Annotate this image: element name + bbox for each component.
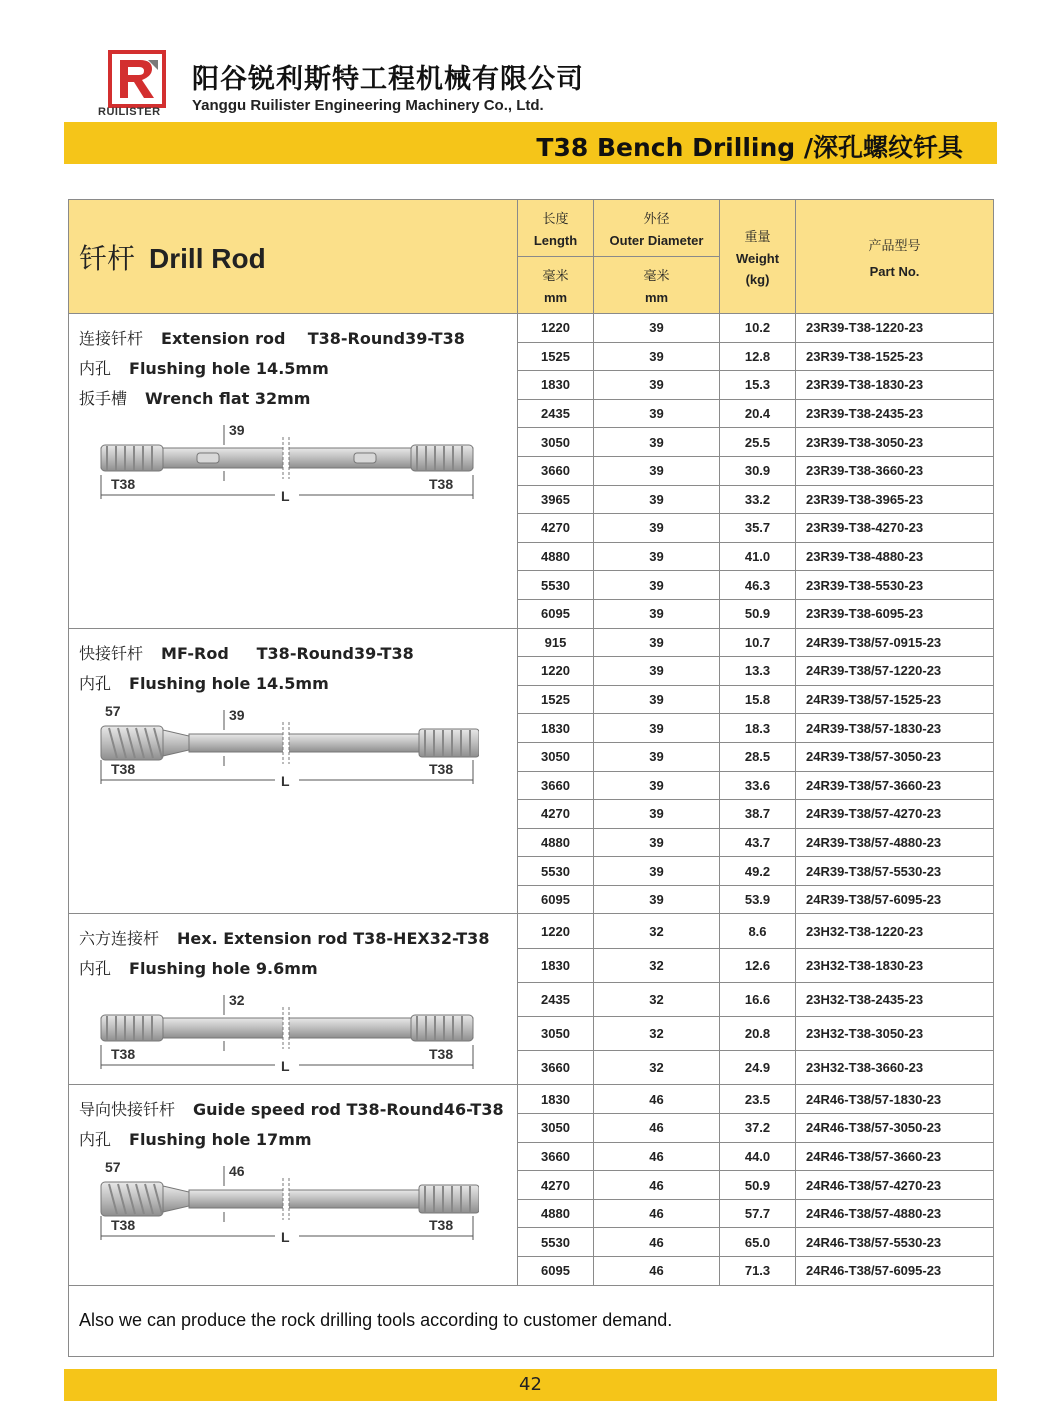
rod-description	[69, 914, 518, 1085]
right-thread-label: T38	[429, 1217, 454, 1234]
diameter-label: 32	[229, 992, 245, 1009]
description-en: Wrench flat 32mm	[145, 389, 311, 408]
part-number-cell: 23R39-T38-6095-23	[796, 599, 994, 628]
weight-cell: 12.8	[720, 342, 796, 371]
length-unit-header	[518, 257, 594, 314]
diameter-cell: 39	[594, 342, 720, 371]
diameter-label: 39	[229, 706, 245, 723]
rod-description	[69, 1085, 518, 1285]
rod-diagram	[79, 989, 479, 1084]
length-label: L	[281, 772, 290, 789]
part-number-cell: 23R39-T38-3660-23	[796, 456, 994, 485]
part-number-cell: 24R39-T38/57-4880-23	[796, 828, 994, 857]
description-cn: 内孔	[79, 359, 112, 378]
weight-header	[720, 200, 796, 314]
diameter-cell: 39	[594, 428, 720, 457]
diameter-cell: 39	[594, 685, 720, 714]
od-unit-header	[594, 257, 720, 314]
length-cell: 1220	[518, 914, 594, 948]
length-cell: 6095	[518, 885, 594, 914]
logo-text: RUILISTER	[98, 106, 161, 118]
part-number-cell: 24R39-T38/57-1220-23	[796, 657, 994, 686]
weight-cell: 57.7	[720, 1199, 796, 1228]
length-cell: 4880	[518, 828, 594, 857]
part-header-en: Part No.	[869, 263, 920, 279]
description-line	[79, 1097, 507, 1120]
weight-cell: 41.0	[720, 542, 796, 571]
left-thread-label: T38	[111, 1046, 136, 1063]
right-thread-label: T38	[429, 760, 454, 777]
part-number-cell: 24R39-T38/57-4270-23	[796, 800, 994, 829]
part-number-cell: 23R39-T38-2435-23	[796, 399, 994, 428]
description-en: Flushing hole 9.6mm	[129, 959, 318, 979]
part-number-cell: 24R39-T38/57-0915-23	[796, 628, 994, 657]
weight-cell: 50.9	[720, 1171, 796, 1200]
sleeve-diameter-label: 57	[105, 1160, 121, 1176]
description-en: Flushing hole 17mm	[129, 1130, 312, 1150]
length-cell: 3050	[518, 1114, 594, 1143]
table-row	[69, 628, 994, 657]
part-number-cell: 23R39-T38-1830-23	[796, 371, 994, 400]
length-cell: 3660	[518, 1142, 594, 1171]
od-header-en: Outer Diameter	[609, 233, 704, 248]
weight-cell: 10.2	[720, 314, 796, 343]
diameter-cell: 39	[594, 514, 720, 543]
part-number-cell: 24R39-T38/57-5530-23	[796, 857, 994, 886]
length-cell: 3050	[518, 742, 594, 771]
length-unit-cn: 毫米	[542, 269, 569, 284]
left-thread-label: T38	[111, 760, 136, 777]
company-name-en: Yanggu Ruilister Engineering Machinery Co., Ltd.	[192, 97, 544, 114]
part-number-cell: 23H32-T38-2435-23	[796, 982, 994, 1016]
part-number-cell: 23R39-T38-1525-23	[796, 342, 994, 371]
diameter-cell: 46	[594, 1199, 720, 1228]
description-line	[79, 386, 507, 409]
description-cn: 六方连接杆	[79, 929, 160, 949]
table-row	[69, 314, 994, 343]
weight-cell: 10.7	[720, 628, 796, 657]
diameter-cell: 39	[594, 399, 720, 428]
description-cn: 内孔	[79, 673, 112, 693]
length-cell: 915	[518, 628, 594, 657]
weight-cell: 33.6	[720, 771, 796, 800]
part-number-cell: 23H32-T38-1830-23	[796, 948, 994, 982]
part-number-cell: 23R39-T38-3050-23	[796, 428, 994, 457]
company-logo	[108, 50, 166, 108]
length-cell: 5530	[518, 1228, 594, 1257]
table-title-en: Drill Rod	[149, 242, 266, 274]
description-cn: 内孔	[79, 1130, 112, 1150]
weight-cell: 16.6	[720, 982, 796, 1016]
description-cn: 扳手槽	[79, 389, 128, 408]
diameter-cell: 39	[594, 599, 720, 628]
part-number-cell: 24R46-T38/57-4880-23	[796, 1199, 994, 1228]
weight-header-cn: 重量	[744, 230, 771, 245]
part-number-cell: 24R46-T38/57-4270-23	[796, 1171, 994, 1200]
diameter-cell: 32	[594, 948, 720, 982]
length-unit: mm	[543, 290, 568, 305]
drill-rod-table	[68, 199, 994, 1357]
rod-diagram	[79, 1160, 479, 1255]
note-row	[69, 1285, 994, 1356]
table-row	[69, 1085, 994, 1114]
left-thread-label: T38	[111, 1217, 136, 1234]
diameter-cell: 46	[594, 1171, 720, 1200]
diameter-label: 46	[229, 1163, 245, 1180]
length-cell: 3660	[518, 456, 594, 485]
weight-header-en: Weight	[735, 251, 780, 266]
diameter-cell: 39	[594, 828, 720, 857]
length-header-cn: 长度	[542, 212, 569, 227]
diameter-cell: 39	[594, 371, 720, 400]
weight-cell: 30.9	[720, 456, 796, 485]
length-cell: 1525	[518, 685, 594, 714]
weight-cell: 44.0	[720, 1142, 796, 1171]
part-number-cell: 23H32-T38-3660-23	[796, 1051, 994, 1085]
table-row	[69, 914, 994, 948]
diameter-cell: 39	[594, 542, 720, 571]
description-line	[79, 956, 507, 979]
diameter-cell: 39	[594, 800, 720, 829]
weight-cell: 35.7	[720, 514, 796, 543]
description-line	[79, 641, 507, 664]
section-title-bar	[64, 122, 997, 164]
length-cell: 1220	[518, 657, 594, 686]
part-number-cell: 24R39-T38/57-1525-23	[796, 685, 994, 714]
diameter-cell: 46	[594, 1142, 720, 1171]
length-cell: 2435	[518, 399, 594, 428]
part-number-cell: 24R46-T38/57-5530-23	[796, 1228, 994, 1257]
description-en: Flushing hole 14.5mm	[129, 359, 329, 378]
diameter-cell: 39	[594, 857, 720, 886]
diameter-label: 39	[229, 422, 245, 438]
description-en: Hex. Extension rod T38-HEX32-T38	[177, 929, 490, 949]
length-cell: 4270	[518, 800, 594, 829]
weight-cell: 15.3	[720, 371, 796, 400]
diameter-cell: 32	[594, 1017, 720, 1051]
length-cell: 6095	[518, 1257, 594, 1286]
length-cell: 1830	[518, 371, 594, 400]
weight-cell: 8.6	[720, 914, 796, 948]
description-cn: 导向快接钎杆	[79, 1100, 176, 1120]
length-cell: 3660	[518, 1051, 594, 1085]
part-number-cell: 24R39-T38/57-3660-23	[796, 771, 994, 800]
diameter-cell: 39	[594, 628, 720, 657]
description-line	[79, 926, 507, 949]
diameter-cell: 46	[594, 1228, 720, 1257]
length-cell: 1830	[518, 948, 594, 982]
description-en: Flushing hole 14.5mm	[129, 673, 329, 693]
length-label: L	[281, 1229, 290, 1246]
weight-cell: 20.8	[720, 1017, 796, 1051]
diameter-cell: 32	[594, 1051, 720, 1085]
od-unit: mm	[644, 290, 669, 305]
part-header	[796, 200, 994, 314]
weight-cell: 43.7	[720, 828, 796, 857]
description-en: Extension rod T38-Round39-T38	[161, 329, 465, 348]
length-label: L	[281, 488, 290, 504]
diameter-cell: 32	[594, 982, 720, 1016]
part-number-cell: 23R39-T38-4270-23	[796, 514, 994, 543]
od-unit-cn: 毫米	[643, 269, 670, 284]
diameter-cell: 46	[594, 1085, 720, 1114]
weight-cell: 65.0	[720, 1228, 796, 1257]
part-number-cell: 23R39-T38-1220-23	[796, 314, 994, 343]
part-number-cell: 24R39-T38/57-3050-23	[796, 742, 994, 771]
part-number-cell: 24R46-T38/57-6095-23	[796, 1257, 994, 1286]
length-cell: 3050	[518, 428, 594, 457]
weight-cell: 20.4	[720, 399, 796, 428]
weight-cell: 13.3	[720, 657, 796, 686]
length-cell: 2435	[518, 982, 594, 1016]
length-cell: 1525	[518, 342, 594, 371]
length-cell: 3050	[518, 1017, 594, 1051]
footer-bar	[64, 1369, 997, 1401]
weight-cell: 37.2	[720, 1114, 796, 1143]
length-cell: 3965	[518, 485, 594, 514]
section-title: T38 Bench Drilling /深孔螺纹钎具	[536, 133, 963, 162]
rod-diagram	[79, 704, 479, 799]
length-cell: 4270	[518, 1171, 594, 1200]
length-cell: 1830	[518, 714, 594, 743]
weight-cell: 49.2	[720, 857, 796, 886]
weight-cell: 33.2	[720, 485, 796, 514]
weight-cell: 25.5	[720, 428, 796, 457]
od-header	[594, 200, 720, 257]
diameter-cell: 39	[594, 314, 720, 343]
description-en: Guide speed rod T38-Round46-T38	[193, 1100, 504, 1120]
length-label: L	[281, 1058, 290, 1075]
diameter-cell: 39	[594, 657, 720, 686]
company-name-cn: 阳谷锐利斯特工程机械有限公司	[192, 64, 584, 95]
weight-cell: 24.9	[720, 1051, 796, 1085]
length-cell: 1220	[518, 314, 594, 343]
description-cn: 连接钎杆	[79, 329, 144, 348]
part-number-cell: 23H32-T38-1220-23	[796, 914, 994, 948]
part-number-cell: 24R39-T38/57-6095-23	[796, 885, 994, 914]
rod-description	[69, 314, 518, 629]
weight-cell: 28.5	[720, 742, 796, 771]
table-title-cn: 钎杆	[79, 241, 136, 275]
description-line	[79, 356, 507, 379]
diameter-cell: 32	[594, 914, 720, 948]
weight-header-unit: (kg)	[745, 272, 770, 287]
page-number: 42	[519, 1374, 542, 1395]
length-header-en: Length	[533, 233, 578, 248]
table-title	[69, 200, 518, 314]
weight-cell: 53.9	[720, 885, 796, 914]
part-number-cell: 23R39-T38-3965-23	[796, 485, 994, 514]
diameter-cell: 39	[594, 771, 720, 800]
part-number-cell: 23H32-T38-3050-23	[796, 1017, 994, 1051]
sleeve-diameter-label: 57	[105, 703, 121, 719]
od-header-cn: 外径	[643, 212, 670, 227]
weight-cell: 38.7	[720, 800, 796, 829]
length-cell: 4270	[518, 514, 594, 543]
length-cell: 4880	[518, 542, 594, 571]
weight-cell: 18.3	[720, 714, 796, 743]
description-cn: 内孔	[79, 959, 112, 979]
diameter-cell: 39	[594, 742, 720, 771]
weight-cell: 12.6	[720, 948, 796, 982]
description-line	[79, 671, 507, 694]
part-number-cell: 23R39-T38-5530-23	[796, 571, 994, 600]
part-number-cell: 24R46-T38/57-1830-23	[796, 1085, 994, 1114]
part-number-cell: 23R39-T38-4880-23	[796, 542, 994, 571]
description-line	[79, 326, 507, 349]
weight-cell: 50.9	[720, 599, 796, 628]
part-number-cell: 24R39-T38/57-1830-23	[796, 714, 994, 743]
length-cell: 5530	[518, 571, 594, 600]
length-cell: 6095	[518, 599, 594, 628]
left-thread-label: T38	[111, 476, 136, 492]
diameter-cell: 46	[594, 1114, 720, 1143]
diameter-cell: 39	[594, 456, 720, 485]
description-cn: 快接钎杆	[79, 643, 144, 663]
length-cell: 1830	[518, 1085, 594, 1114]
description-en: MF-Rod T38-Round39-T38	[161, 643, 414, 663]
diameter-cell: 39	[594, 885, 720, 914]
table-header-row	[69, 200, 994, 257]
length-cell: 3660	[518, 771, 594, 800]
right-thread-label: T38	[429, 476, 454, 492]
diameter-cell: 46	[594, 1257, 720, 1286]
weight-cell: 46.3	[720, 571, 796, 600]
rod-diagram	[79, 419, 479, 514]
diameter-cell: 39	[594, 714, 720, 743]
weight-cell: 15.8	[720, 685, 796, 714]
length-header	[518, 200, 594, 257]
part-number-cell: 24R46-T38/57-3050-23	[796, 1114, 994, 1143]
production-note: Also we can produce the rock drilling tools according to customer demand.	[69, 1285, 994, 1356]
right-thread-label: T38	[429, 1046, 454, 1063]
rod-description	[69, 628, 518, 914]
weight-cell: 71.3	[720, 1257, 796, 1286]
part-number-cell: 24R46-T38/57-3660-23	[796, 1142, 994, 1171]
diameter-cell: 39	[594, 485, 720, 514]
diameter-cell: 39	[594, 571, 720, 600]
part-header-cn: 产品型号	[868, 238, 921, 254]
length-cell: 4880	[518, 1199, 594, 1228]
weight-cell: 23.5	[720, 1085, 796, 1114]
description-line	[79, 1127, 507, 1150]
length-cell: 5530	[518, 857, 594, 886]
